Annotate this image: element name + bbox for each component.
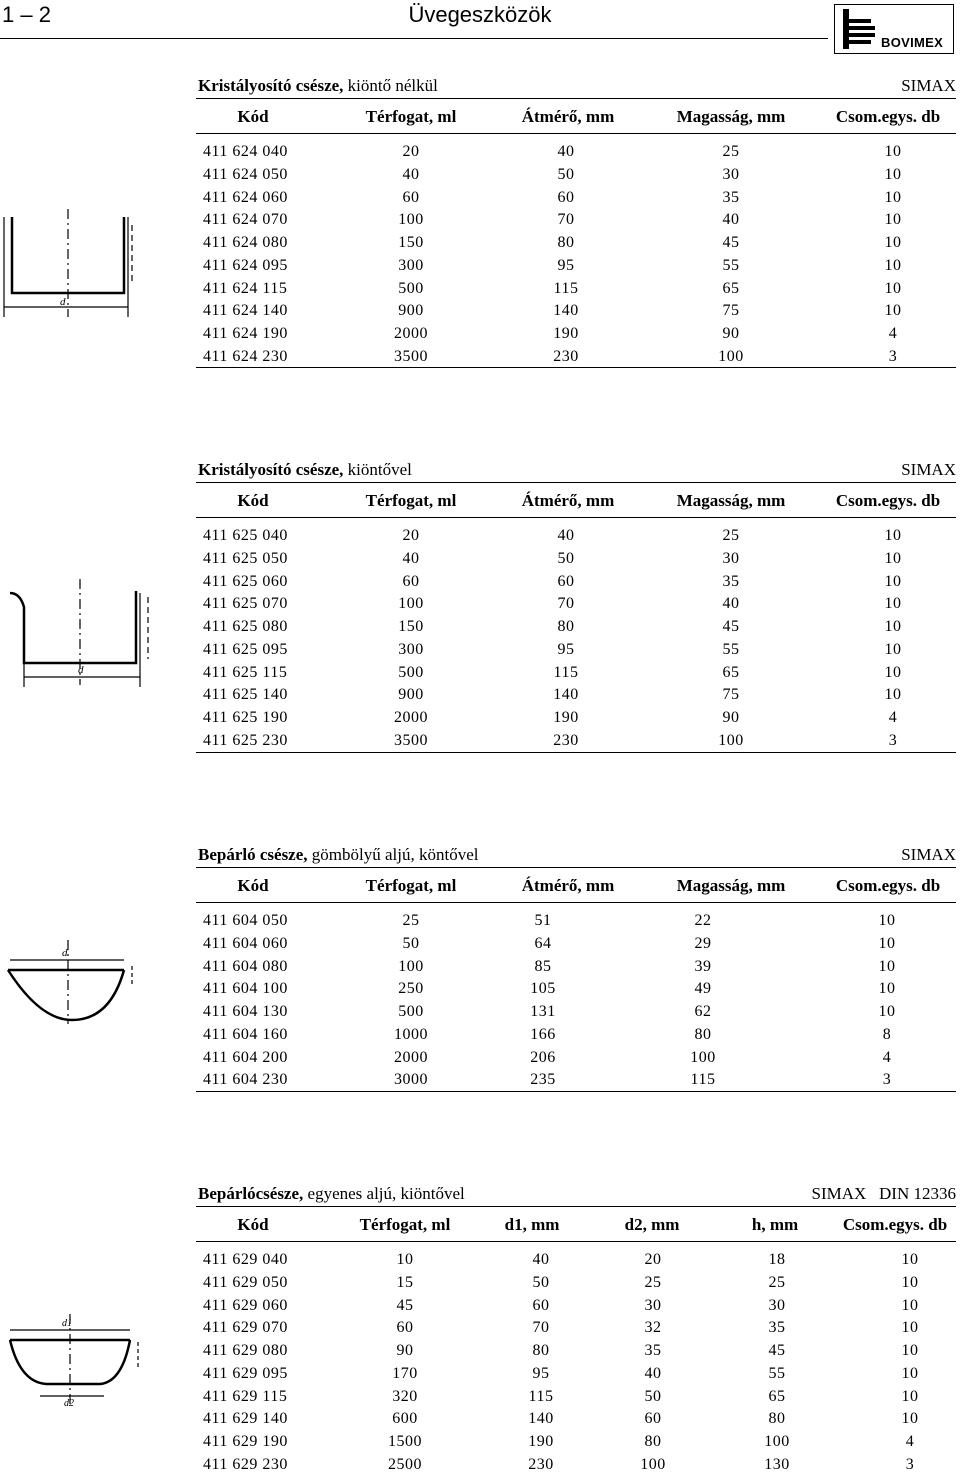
table-cell: 900 [398, 302, 424, 320]
product-code-cell: 411 604 160 [203, 1025, 288, 1043]
table-cell: 500 [398, 279, 424, 297]
product-code-cell: 411 604 100 [203, 980, 288, 998]
table-cell: 230 [553, 347, 579, 365]
table-cell: 10 [884, 618, 902, 635]
product-code-cell: 411 625 095 [203, 640, 288, 658]
product-code-cell: 411 604 200 [203, 1048, 288, 1066]
table-cell: 10 [878, 957, 896, 975]
table-cell: 75 [722, 686, 740, 704]
table-cell: 100 [398, 211, 424, 229]
product-code-cell: 411 624 095 [203, 256, 288, 274]
table-cell: 235 [530, 1071, 556, 1089]
table-cell: 80 [644, 1433, 662, 1450]
table-cell: 115 [553, 279, 579, 297]
table-cell: 140 [553, 686, 579, 704]
table-cell: 75 [722, 302, 740, 320]
table-header-rule [196, 902, 956, 903]
table-cell: 115 [690, 1071, 716, 1089]
table-cell: 25 [768, 1273, 786, 1291]
table-cell: 30 [644, 1296, 662, 1314]
table-cell: 40 [557, 527, 575, 544]
section-title-rest: gömbölyű aljú, köntővel [307, 845, 479, 864]
product-code-cell: 411 625 070 [203, 595, 288, 613]
table-cell: 60 [402, 572, 420, 590]
table-cell: 10 [884, 143, 902, 160]
table-cell: 10 [901, 1342, 919, 1359]
product-code-cell: 411 624 060 [203, 188, 288, 206]
table-cell: 80 [532, 1342, 550, 1359]
table-cell: 85 [534, 957, 552, 975]
table-cell: 10 [901, 1319, 919, 1337]
column-header: h, mm [751, 1215, 799, 1234]
table-cell: 190 [553, 709, 579, 726]
column-header: Magasság, mm [676, 876, 786, 895]
product-code-cell: 411 624 080 [203, 234, 288, 251]
table-cell: 50 [557, 165, 575, 183]
table-cell: 10 [396, 1251, 414, 1268]
product-code-cell: 411 604 130 [203, 1003, 288, 1020]
table-top-rule [196, 1206, 956, 1207]
table-cell: 130 [764, 1455, 790, 1473]
table-cell: 100 [398, 595, 424, 613]
table-cell: 70 [557, 211, 575, 229]
column-header: Térfogat, ml [365, 107, 457, 126]
table-cell: 65 [722, 663, 740, 681]
table-top-rule [196, 867, 956, 868]
product-code-cell: 411 624 115 [203, 279, 288, 297]
table-cell: 62 [694, 1003, 712, 1020]
table-cell: 100 [718, 347, 744, 365]
table-cell: 15 [396, 1273, 414, 1291]
table-cell: 3500 [394, 731, 428, 749]
section-title [198, 76, 438, 96]
table-cell: 10 [884, 663, 902, 681]
table-cell: 150 [398, 618, 424, 635]
table-cell: 3 [888, 347, 898, 365]
column-header: Térfogat, ml [359, 1215, 451, 1234]
column-header: Csom.egys. db [835, 491, 941, 510]
table-cell: 2500 [388, 1455, 422, 1473]
product-code-cell: 411 625 140 [203, 686, 288, 704]
product-code-cell: 411 629 040 [203, 1251, 288, 1268]
table-cell: 80 [768, 1410, 786, 1428]
table-cell: 500 [398, 663, 424, 681]
table-cell: 80 [694, 1025, 712, 1043]
table-cell: 51 [534, 912, 552, 929]
table-cell: 50 [402, 934, 420, 952]
table-cell: 10 [901, 1364, 919, 1382]
product-code-cell: 411 624 190 [203, 325, 288, 342]
column-header: Átmérő, mm [521, 876, 615, 895]
d1-label: d1 [62, 1318, 72, 1329]
product-code-cell: 411 604 050 [203, 912, 288, 929]
table-cell: 1500 [388, 1433, 422, 1450]
table-cell: 4 [882, 1048, 892, 1066]
table-cell: 60 [402, 188, 420, 206]
product-code-cell: 411 624 050 [203, 165, 288, 183]
table-cell: 8 [882, 1025, 892, 1043]
table-cell: 320 [392, 1387, 418, 1405]
table-bottom-rule [196, 367, 956, 368]
column-header: Csom.egys. db [842, 1215, 948, 1234]
table-cell: 10 [878, 980, 896, 998]
table-cell: 60 [532, 1296, 550, 1314]
table-cell: 35 [644, 1342, 662, 1359]
column-header: Térfogat, ml [365, 876, 457, 895]
table-cell: 230 [528, 1455, 554, 1473]
table-cell: 40 [532, 1251, 550, 1268]
table-cell: 25 [644, 1273, 662, 1291]
table-cell: 95 [532, 1364, 550, 1382]
product-code-cell: 411 624 070 [203, 211, 288, 229]
table-cell: 40 [402, 549, 420, 567]
table-cell: 40 [722, 211, 740, 229]
table-cell: 10 [901, 1296, 919, 1314]
column-header: d2, mm [624, 1215, 680, 1234]
column-header: Átmérő, mm [521, 491, 615, 510]
evaporating-dish-round-drawing [0, 936, 145, 1026]
table-cell: 10 [901, 1273, 919, 1291]
table-cell: 25 [722, 527, 740, 544]
table-cell: 10 [884, 549, 902, 567]
table-cell: 60 [396, 1319, 414, 1337]
table-cell: 29 [694, 934, 712, 952]
section-title-bold: Kristályosító csésze, [198, 76, 344, 95]
product-code-cell: 411 629 190 [203, 1433, 288, 1450]
table-cell: 500 [398, 1003, 424, 1020]
product-code-cell: 411 625 040 [203, 527, 288, 544]
table-cell: 10 [884, 302, 902, 320]
product-code-cell: 411 624 040 [203, 143, 288, 160]
table-cell: 105 [530, 980, 556, 998]
table-cell: 20 [644, 1251, 662, 1268]
table-cell: 32 [644, 1319, 662, 1337]
table-cell: 45 [722, 234, 740, 251]
table-cell: 131 [530, 1003, 556, 1020]
page-number: 1 – 2 [2, 2, 51, 27]
table-cell: 10 [878, 934, 896, 952]
bovimex-logo [834, 4, 954, 54]
table-cell: 55 [768, 1364, 786, 1382]
column-header: Magasság, mm [676, 107, 786, 126]
product-code-cell: 411 629 140 [203, 1410, 288, 1428]
product-code-cell: 411 629 095 [203, 1364, 288, 1382]
d-label: d [60, 296, 66, 308]
crystallizing-dish-drawing [0, 205, 140, 323]
table-cell: 3 [905, 1455, 915, 1473]
table-cell: 190 [553, 325, 579, 342]
table-cell: 60 [644, 1410, 662, 1428]
logo-text: BOVIMEX [881, 35, 944, 50]
table-cell: 10 [884, 595, 902, 613]
table-cell: 90 [722, 709, 740, 726]
table-cell: 35 [722, 188, 740, 206]
table-cell: 250 [398, 980, 424, 998]
product-code-cell: 411 604 230 [203, 1071, 288, 1089]
crystallizing-dish-with-spout-drawing [0, 575, 160, 690]
table-cell: 55 [722, 256, 740, 274]
table-cell: 10 [884, 686, 902, 704]
table-cell: 95 [557, 640, 575, 658]
table-cell: 10 [901, 1410, 919, 1428]
product-code-cell: 411 629 060 [203, 1296, 288, 1314]
table-cell: 100 [718, 731, 744, 749]
table-cell: 49 [694, 980, 712, 998]
product-code-cell: 411 625 060 [203, 572, 288, 590]
table-header-rule [196, 517, 956, 518]
table-cell: 2000 [394, 709, 428, 726]
table-cell: 10 [878, 912, 896, 929]
table-cell: 2000 [394, 1048, 428, 1066]
page-header [0, 0, 960, 56]
table-cell: 10 [884, 572, 902, 590]
table-cell: 10 [884, 211, 902, 229]
table-cell: 900 [398, 686, 424, 704]
table-cell: 2000 [394, 325, 428, 342]
table-cell: 3500 [394, 347, 428, 365]
table-cell: 40 [402, 165, 420, 183]
evaporating-dish-flat-drawing [0, 1310, 150, 1410]
table-cell: 140 [553, 302, 579, 320]
d-label: d [62, 947, 68, 959]
product-code-cell: 411 624 140 [203, 302, 288, 320]
section-title [198, 460, 412, 480]
product-code-cell: 411 629 050 [203, 1273, 288, 1291]
section-title-rest: kiöntő nélkül [343, 76, 438, 95]
column-header: Kód [237, 876, 269, 895]
table-cell: 25 [402, 912, 420, 929]
product-code-cell: 411 624 230 [203, 347, 288, 365]
table-cell: 30 [722, 165, 740, 183]
d2-label: d2 [64, 1398, 74, 1409]
table-cell: 3 [882, 1071, 892, 1089]
table-cell: 39 [694, 957, 712, 975]
brand-label: SIMAX [901, 76, 956, 95]
column-header: Kód [237, 491, 269, 510]
table-cell: 4 [888, 325, 898, 342]
product-code-cell: 411 629 080 [203, 1342, 288, 1359]
table-cell: 206 [530, 1048, 556, 1066]
column-header: Átmérő, mm [521, 107, 615, 126]
table-cell: 90 [396, 1342, 414, 1359]
table-cell: 100 [764, 1433, 790, 1450]
table-cell: 10 [884, 234, 902, 251]
table-cell: 65 [722, 279, 740, 297]
table-cell: 300 [398, 640, 424, 658]
table-cell: 10 [878, 1003, 896, 1020]
product-code-cell: 411 629 230 [203, 1455, 288, 1473]
product-code-cell: 411 625 115 [203, 663, 288, 681]
table-cell: 140 [528, 1410, 554, 1428]
product-code-cell: 411 629 070 [203, 1319, 288, 1337]
column-header: Csom.egys. db [835, 876, 941, 895]
product-code-cell: 411 625 190 [203, 709, 288, 726]
table-cell: 80 [557, 618, 575, 635]
product-code-cell: 411 625 230 [203, 731, 288, 749]
table-cell: 4 [905, 1433, 915, 1450]
table-cell: 1000 [394, 1025, 428, 1043]
table-cell: 40 [644, 1364, 662, 1382]
table-cell: 100 [640, 1455, 666, 1473]
d-label: d [78, 664, 84, 676]
brand-label: SIMAX [901, 460, 956, 479]
table-cell: 64 [534, 934, 552, 952]
table-cell: 30 [722, 549, 740, 567]
table-cell: 190 [528, 1433, 554, 1450]
table-cell: 10 [901, 1251, 919, 1268]
table-cell: 90 [722, 325, 740, 342]
table-cell: 95 [557, 256, 575, 274]
column-header: Kód [237, 107, 269, 126]
table-cell: 3000 [394, 1071, 428, 1089]
table-cell: 70 [557, 595, 575, 613]
table-cell: 10 [901, 1387, 919, 1405]
table-cell: 35 [768, 1319, 786, 1337]
section-title-bold: Kristályosító csésze, [198, 460, 344, 479]
section-title [198, 1184, 465, 1204]
table-cell: 35 [722, 572, 740, 590]
table-cell: 20 [402, 527, 420, 544]
brand-label: SIMAX [901, 845, 956, 864]
table-header-rule [196, 133, 956, 134]
table-cell: 150 [398, 234, 424, 251]
table-cell: 65 [768, 1387, 786, 1405]
table-cell: 100 [690, 1048, 716, 1066]
table-cell: 60 [557, 572, 575, 590]
product-code-cell: 411 604 080 [203, 957, 288, 975]
table-cell: 115 [528, 1387, 554, 1405]
column-header: Kód [237, 1215, 269, 1234]
section-title-rest: egyenes aljú, kiöntővel [303, 1184, 465, 1203]
table-cell: 10 [884, 165, 902, 183]
table-cell: 10 [884, 640, 902, 658]
table-cell: 45 [722, 618, 740, 635]
table-cell: 22 [694, 912, 712, 929]
product-code-cell: 411 629 115 [203, 1387, 288, 1405]
table-cell: 50 [557, 549, 575, 567]
product-code-cell: 411 604 060 [203, 934, 288, 952]
table-cell: 10 [884, 188, 902, 206]
header-divider [0, 38, 828, 39]
table-cell: 300 [398, 256, 424, 274]
table-cell: 3 [888, 731, 898, 749]
table-cell: 10 [884, 527, 902, 544]
table-cell: 70 [532, 1319, 550, 1337]
table-cell: 45 [768, 1342, 786, 1359]
column-header: Térfogat, ml [365, 491, 457, 510]
table-bottom-rule [196, 752, 956, 753]
column-header: Magasság, mm [676, 491, 786, 510]
table-top-rule [196, 98, 956, 99]
column-header: d1, mm [504, 1215, 560, 1234]
table-cell: 166 [530, 1025, 556, 1043]
table-cell: 50 [532, 1273, 550, 1291]
table-cell: 40 [557, 143, 575, 160]
section-title [198, 845, 478, 865]
table-cell: 18 [768, 1251, 786, 1268]
table-cell: 45 [396, 1296, 414, 1314]
product-code-cell: 411 625 080 [203, 618, 288, 635]
brand-label: SIMAX DIN 12336 [811, 1184, 956, 1203]
table-cell: 55 [722, 640, 740, 658]
section-title-bold: Bepárló csésze, [198, 845, 308, 864]
table-header-rule [196, 1241, 956, 1242]
section-title-rest: kiöntővel [343, 460, 412, 479]
logo-mark-icon [843, 9, 877, 49]
page-title: Üvegeszközök [408, 2, 552, 27]
table-cell: 10 [884, 279, 902, 297]
table-top-rule [196, 482, 956, 483]
table-cell: 170 [392, 1364, 418, 1382]
table-cell: 230 [553, 731, 579, 749]
product-code-cell: 411 625 050 [203, 549, 288, 567]
table-cell: 50 [644, 1387, 662, 1405]
table-cell: 115 [553, 663, 579, 681]
table-cell: 10 [884, 256, 902, 274]
section-title-bold: Bepárlócsésze, [198, 1184, 304, 1203]
table-cell: 30 [768, 1296, 786, 1314]
table-bottom-rule [196, 1091, 956, 1092]
table-cell: 25 [722, 143, 740, 160]
table-cell: 60 [557, 188, 575, 206]
table-cell: 600 [392, 1410, 418, 1428]
table-cell: 80 [557, 234, 575, 251]
table-cell: 4 [888, 709, 898, 726]
table-cell: 20 [402, 143, 420, 160]
column-header: Csom.egys. db [835, 107, 941, 126]
table-cell: 100 [398, 957, 424, 975]
table-cell: 40 [722, 595, 740, 613]
